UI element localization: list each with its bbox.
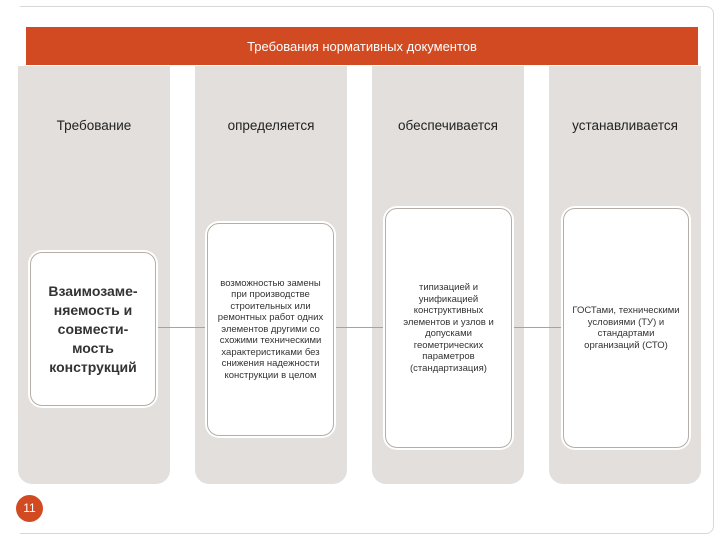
card-determined — [207, 223, 334, 436]
column-header-requirement: Требование — [56, 118, 132, 133]
card-established-text: ГОСТами, техническими условиями (ТУ) и стандартами организаций (СТО) — [572, 305, 680, 351]
card-established — [563, 208, 689, 448]
page-number-badge: 11 — [16, 495, 43, 522]
card-ensured — [385, 208, 512, 448]
card-ensured-text: типизацией и унификацией конструктивных элементов и узлов и допусками геометрических параметров (стандартизация) — [403, 282, 494, 374]
connector-line — [333, 327, 387, 328]
card-requirement-text: Взаимозаме-няемость и совмести-мость конструкций — [48, 282, 138, 375]
card-requirement — [30, 252, 156, 406]
column-header-determined: определяется — [227, 118, 315, 133]
connector-line — [155, 327, 209, 328]
slide-title: Требования нормативных документов — [26, 27, 698, 65]
connector-line — [510, 327, 564, 328]
card-determined-text: возможностью замены при производстве строительных или ремонтных работ одних элементов другими со схожими техническими характеристиками без снижения надежности конструкции в целом — [217, 277, 324, 381]
column-header-ensured: обеспечивается — [398, 118, 498, 133]
column-header-established: устанавливается — [572, 118, 678, 133]
left-rail — [0, 0, 20, 540]
